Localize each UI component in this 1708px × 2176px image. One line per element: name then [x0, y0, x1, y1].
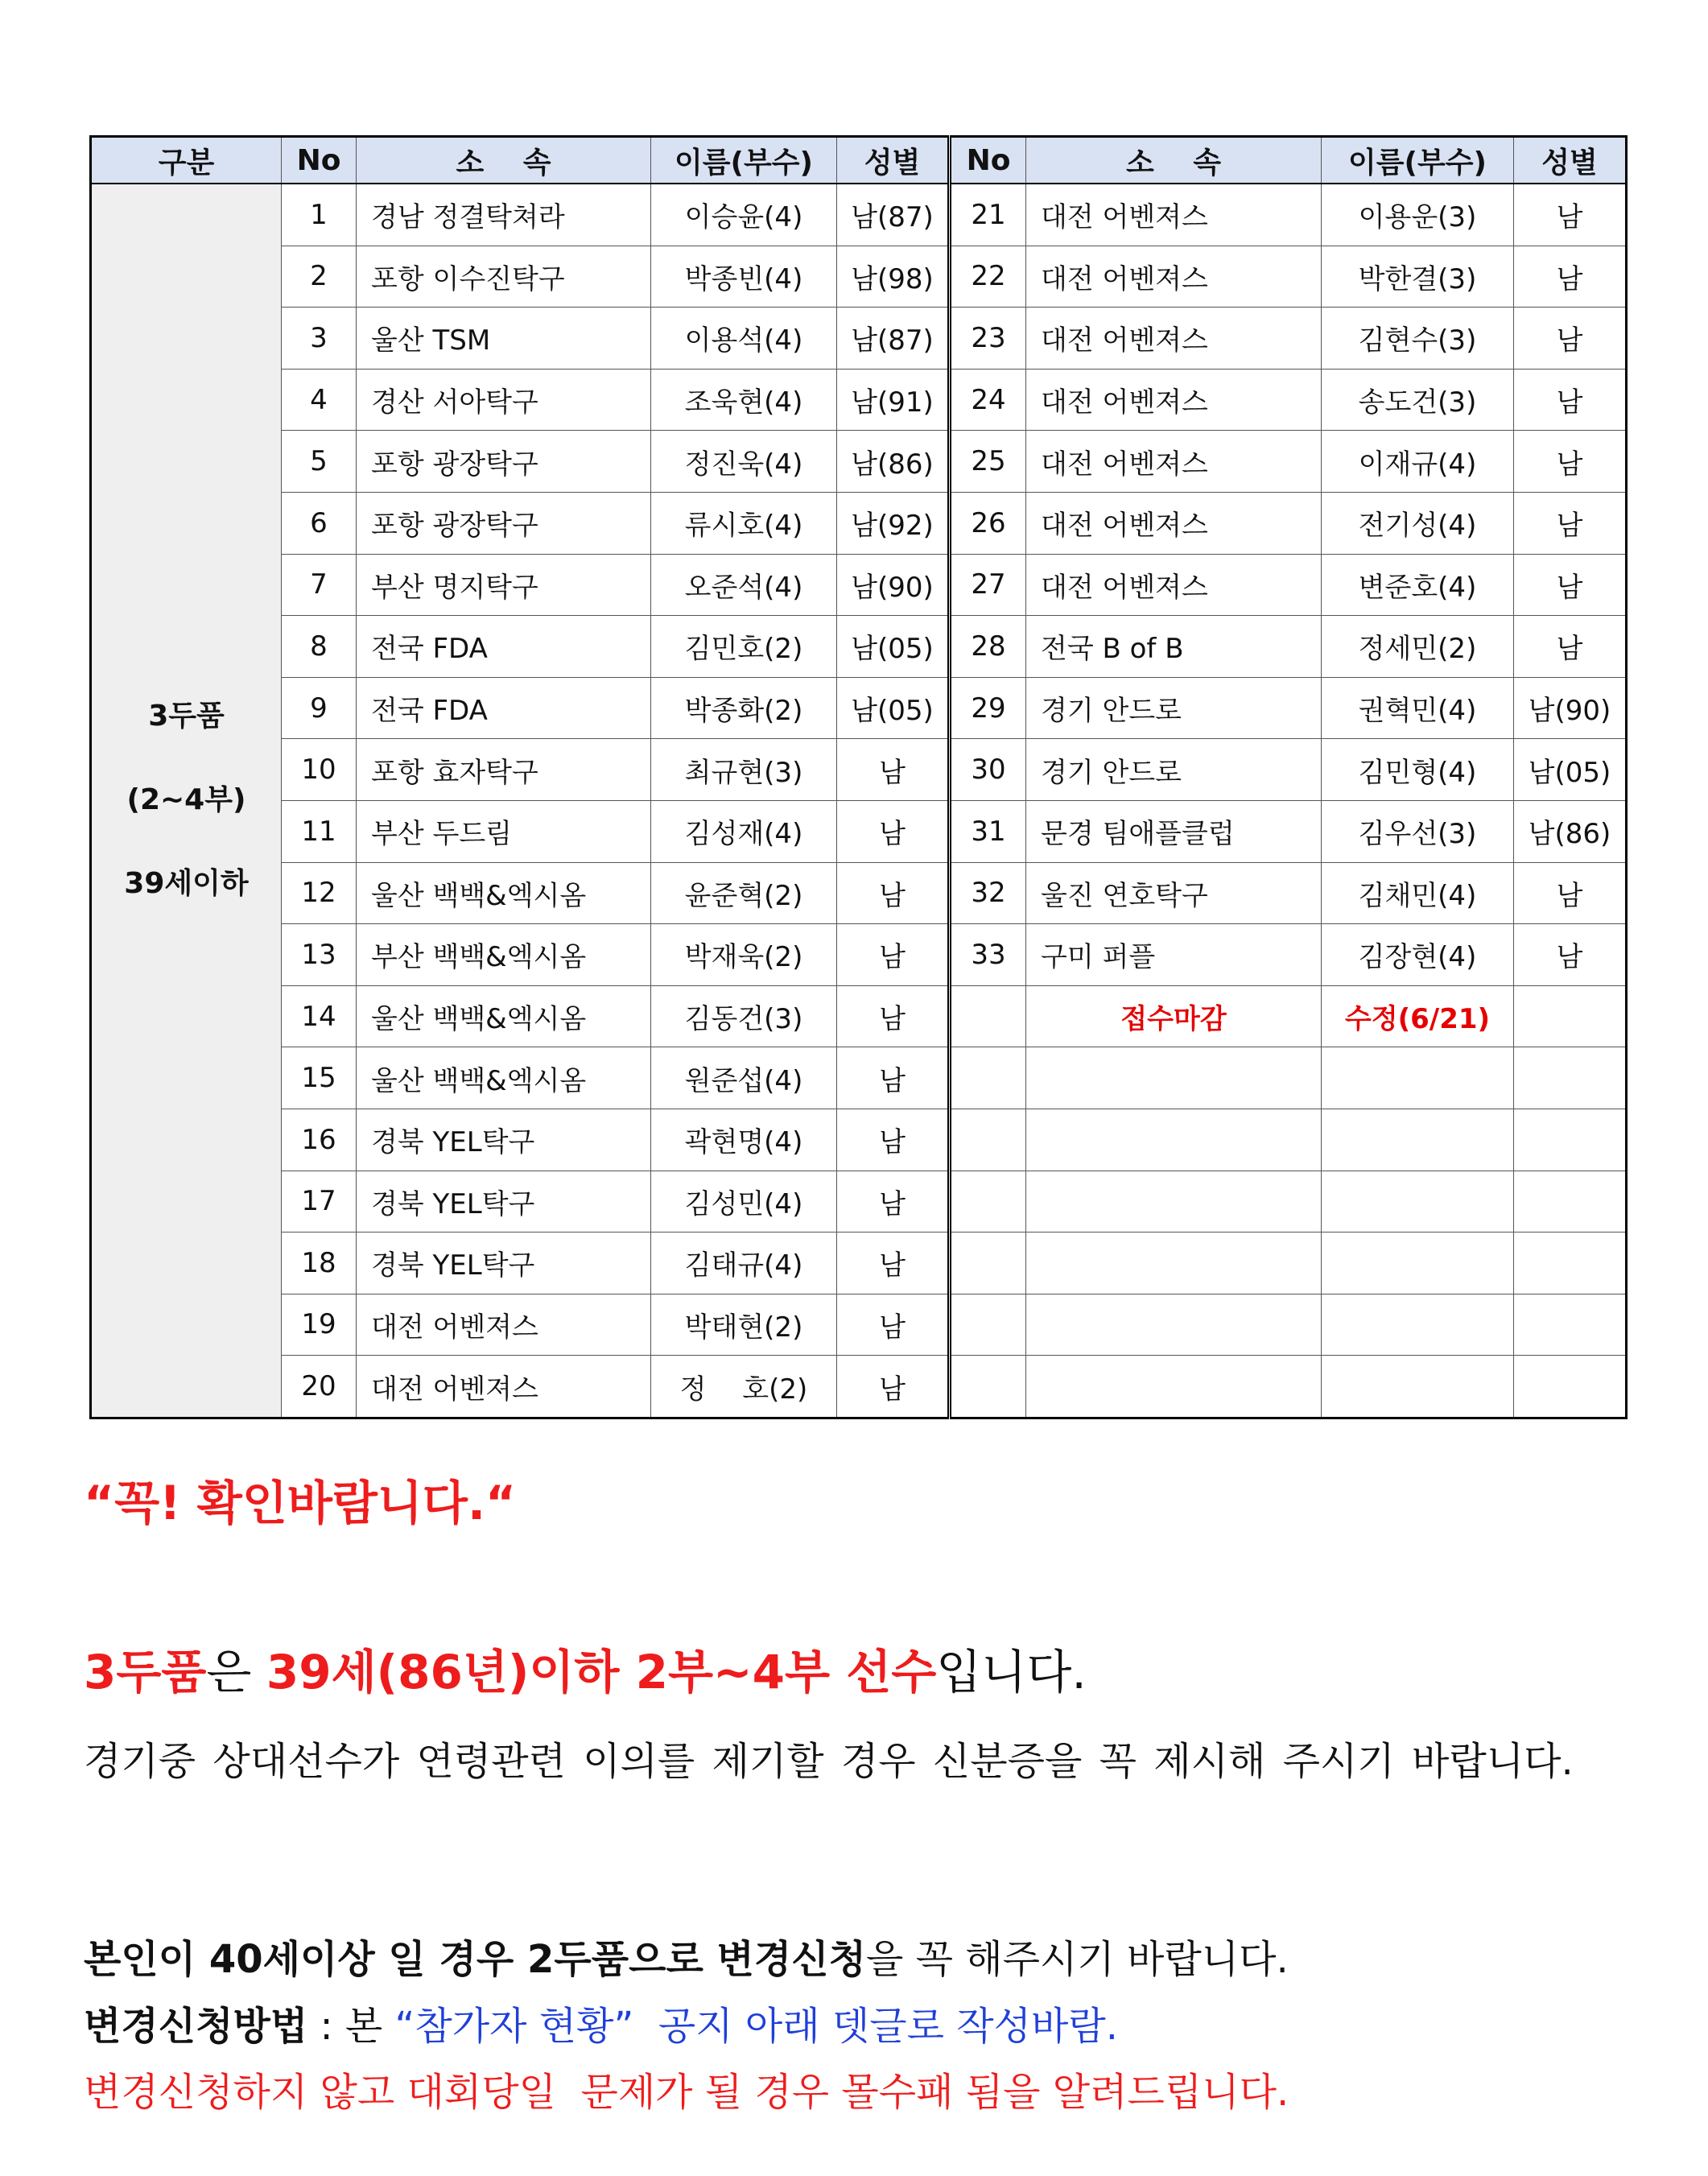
row-name: 이용석(4)	[651, 308, 837, 370]
row-affiliation-right: 대전 어벤져스	[1026, 184, 1322, 246]
row-gender: 남(90)	[837, 554, 950, 616]
row-no: 9	[282, 677, 357, 739]
closing-status: 접수마감	[1026, 985, 1322, 1047]
row-affiliation: 전국 FDA	[357, 677, 651, 739]
row-affiliation-right: 문경 팀애플클럽	[1026, 800, 1322, 862]
row-gender: 남(98)	[837, 246, 950, 308]
notice-method	[84, 1995, 1118, 2050]
row-gender: 남(87)	[837, 308, 950, 370]
header-gender: 성별	[837, 137, 950, 184]
row-name: 원준섭(4)	[651, 1047, 837, 1109]
row-no-right: 28	[950, 616, 1026, 678]
table-row	[91, 677, 1627, 739]
row-gender-right: 남	[1514, 431, 1627, 493]
row-gender-right: 남	[1514, 246, 1627, 308]
row-gender: 남	[837, 1047, 950, 1109]
row-no-right: 31	[950, 800, 1026, 862]
table-row	[91, 985, 1627, 1047]
row-no: 20	[282, 1356, 357, 1418]
empty-name-right	[1322, 1294, 1514, 1356]
table-row	[91, 1109, 1627, 1171]
row-name: 박종화(2)	[651, 677, 837, 739]
row-no: 3	[282, 308, 357, 370]
row-gender-right: 남(90)	[1514, 677, 1627, 739]
empty-affiliation-right	[1026, 1233, 1322, 1294]
row-name: 윤준혁(2)	[651, 862, 837, 924]
table-row	[91, 616, 1627, 678]
row-name: 김성민(4)	[651, 1171, 837, 1233]
table-row	[91, 862, 1627, 924]
notice-method-instruction: “참가자 현황” 공지 아래 뎃글로 작성바람.	[394, 2004, 1118, 2049]
row-name-right: 권혁민(4)	[1322, 677, 1514, 739]
empty-gender-right	[1514, 1356, 1627, 1418]
row-gender: 남	[837, 1356, 950, 1418]
notice-check: “꼭! 확인바람니다.“	[84, 1476, 517, 1530]
row-name: 정 호(2)	[651, 1356, 837, 1418]
row-gender-right: 남	[1514, 184, 1627, 246]
row-no: 18	[282, 1233, 357, 1294]
roster-body	[91, 184, 1627, 1418]
table-row	[91, 431, 1627, 493]
row-gender: 남	[837, 739, 950, 801]
table-row	[91, 554, 1627, 616]
row-affiliation-right: 대전 어벤져스	[1026, 246, 1322, 308]
row-no-right: 32	[950, 862, 1026, 924]
row-name-right: 김현수(3)	[1322, 308, 1514, 370]
row-name: 최규현(3)	[651, 739, 837, 801]
row-name: 김성재(4)	[651, 800, 837, 862]
row-gender: 남(87)	[837, 184, 950, 246]
row-affiliation: 대전 어벤져스	[357, 1356, 651, 1418]
row-no-right: 27	[950, 554, 1026, 616]
notice-age: 경기중 상대선수가 연령관련 이의를 제기할 경우 신분증을 꼭 제시해 주시기 바랍니다.	[84, 1739, 1574, 1784]
closing-revised: 수정(6/21)	[1322, 985, 1514, 1047]
table-row	[91, 1047, 1627, 1109]
empty-no-right	[950, 1047, 1026, 1109]
row-no-right: 29	[950, 677, 1026, 739]
row-gender-right: 남	[1514, 308, 1627, 370]
row-gender: 남(92)	[837, 492, 950, 554]
empty-name-right	[1322, 1109, 1514, 1171]
category-cell	[91, 184, 282, 1418]
notice-main	[84, 1634, 1087, 1702]
row-gender: 남	[837, 1109, 950, 1171]
table-row	[91, 1294, 1627, 1356]
header-name-right: 이름(부수)	[1322, 137, 1514, 184]
row-no: 17	[282, 1171, 357, 1233]
row-no: 12	[282, 862, 357, 924]
row-no-right: 26	[950, 492, 1026, 554]
row-affiliation: 포항 광장탁구	[357, 431, 651, 493]
row-no: 10	[282, 739, 357, 801]
row-affiliation: 포항 이수진탁구	[357, 246, 651, 308]
header-name: 이름(부수)	[651, 137, 837, 184]
row-no: 15	[282, 1047, 357, 1109]
row-affiliation-right: 경기 안드로	[1026, 677, 1322, 739]
row-no-right: 33	[950, 924, 1026, 986]
table-row	[91, 800, 1627, 862]
row-affiliation: 경북 YEL탁구	[357, 1109, 651, 1171]
row-gender: 남	[837, 1171, 950, 1233]
notice-change-bold: 본인이 40세이상 일 경우 2두품으로 변경신청	[84, 1937, 867, 1982]
row-affiliation: 경남 정결탁쳐라	[357, 184, 651, 246]
row-no: 16	[282, 1109, 357, 1171]
row-name-right: 정세민(2)	[1322, 616, 1514, 678]
row-gender: 남(05)	[837, 616, 950, 678]
row-name: 박종빈(4)	[651, 246, 837, 308]
row-no-right: 24	[950, 369, 1026, 431]
header-row	[91, 137, 1627, 184]
row-gender: 남(86)	[837, 431, 950, 493]
table-row	[91, 1356, 1627, 1418]
row-name: 류시호(4)	[651, 492, 837, 554]
row-name: 박태현(2)	[651, 1294, 837, 1356]
empty-name-right	[1322, 1171, 1514, 1233]
row-name: 김태규(4)	[651, 1233, 837, 1294]
row-affiliation: 울산 백백&엑시옴	[357, 985, 651, 1047]
row-gender: 남	[837, 800, 950, 862]
empty-no-right	[950, 1171, 1026, 1233]
row-affiliation: 포항 광장탁구	[357, 492, 651, 554]
row-affiliation-right: 대전 어벤져스	[1026, 431, 1322, 493]
row-gender: 남	[837, 862, 950, 924]
header-no: No	[282, 137, 357, 184]
empty-gender-right	[1514, 1171, 1627, 1233]
empty-gender-right	[1514, 1294, 1627, 1356]
row-no: 19	[282, 1294, 357, 1356]
row-affiliation: 울산 TSM	[357, 308, 651, 370]
empty-no-right	[950, 1233, 1026, 1294]
header-no-right: No	[950, 137, 1026, 184]
table-row	[91, 184, 1627, 246]
row-affiliation: 울산 백백&엑시옴	[357, 1047, 651, 1109]
empty-gender-right	[1514, 985, 1627, 1047]
row-no: 14	[282, 985, 357, 1047]
header-gender-right: 성별	[1514, 137, 1627, 184]
notice-warning: 변경신청하지 않고 대회당일 문제가 될 경우 몰수패 됨을 알려드립니다.	[84, 2070, 1289, 2115]
row-gender: 남	[837, 1233, 950, 1294]
empty-affiliation-right	[1026, 1171, 1322, 1233]
empty-gender-right	[1514, 1047, 1627, 1109]
row-name: 김동건(3)	[651, 985, 837, 1047]
row-no-right: 30	[950, 739, 1026, 801]
notice-change-text: 을 꼭 해주시기 바랍니다.	[866, 1937, 1289, 1982]
row-affiliation: 부산 백백&엑시옴	[357, 924, 651, 986]
row-no: 4	[282, 369, 357, 431]
row-name: 오준석(4)	[651, 554, 837, 616]
row-affiliation-right: 대전 어벤져스	[1026, 492, 1322, 554]
row-no: 6	[282, 492, 357, 554]
empty-affiliation-right	[1026, 1047, 1322, 1109]
header-affiliation: 소 속	[357, 137, 651, 184]
row-no: 11	[282, 800, 357, 862]
row-affiliation: 경북 YEL탁구	[357, 1171, 651, 1233]
row-name-right: 김채민(4)	[1322, 862, 1514, 924]
row-name: 김민호(2)	[651, 616, 837, 678]
row-name-right: 이용운(3)	[1322, 184, 1514, 246]
row-no: 2	[282, 246, 357, 308]
row-gender-right: 남	[1514, 924, 1627, 986]
row-gender-right: 남(05)	[1514, 739, 1627, 801]
row-no: 8	[282, 616, 357, 678]
row-no-right: 22	[950, 246, 1026, 308]
header-category: 구분	[91, 137, 282, 184]
row-name-right: 변준호(4)	[1322, 554, 1514, 616]
row-no: 7	[282, 554, 357, 616]
table-row	[91, 308, 1627, 370]
empty-affiliation-right	[1026, 1109, 1322, 1171]
row-name: 이승윤(4)	[651, 184, 837, 246]
row-name-right: 김장현(4)	[1322, 924, 1514, 986]
table-row	[91, 924, 1627, 986]
empty-affiliation-right	[1026, 1356, 1322, 1418]
table-row	[91, 369, 1627, 431]
row-gender-right: 남	[1514, 616, 1627, 678]
header-affiliation-right: 소 속	[1026, 137, 1322, 184]
row-affiliation-right: 대전 어벤져스	[1026, 308, 1322, 370]
row-affiliation: 경산 서아탁구	[357, 369, 651, 431]
row-gender-right: 남(86)	[1514, 800, 1627, 862]
row-name-right: 김민형(4)	[1322, 739, 1514, 801]
table-row	[91, 1171, 1627, 1233]
table-row	[91, 492, 1627, 554]
empty-affiliation-right	[1026, 1294, 1322, 1356]
row-affiliation-right: 전국 B of B	[1026, 616, 1322, 678]
category-line2: (2~4부)	[126, 783, 246, 817]
row-name: 정진욱(4)	[651, 431, 837, 493]
notice-main-condition: 39세(86년)이하 2부~4부 선수	[266, 1645, 937, 1699]
row-gender: 남	[837, 985, 950, 1047]
row-name-right: 이재규(4)	[1322, 431, 1514, 493]
row-name-right: 김우선(3)	[1322, 800, 1514, 862]
notice-main-text2: 입니다.	[936, 1645, 1087, 1699]
notice-method-colon: : 본	[307, 2004, 395, 2049]
row-gender: 남	[837, 1294, 950, 1356]
empty-no-right	[950, 1294, 1026, 1356]
empty-no-right	[950, 1109, 1026, 1171]
empty-gender-right	[1514, 1233, 1627, 1294]
row-name-right: 전기성(4)	[1322, 492, 1514, 554]
table-row	[91, 739, 1627, 801]
row-no-right: 23	[950, 308, 1026, 370]
row-gender-right: 남	[1514, 369, 1627, 431]
row-affiliation: 포항 효자탁구	[357, 739, 651, 801]
row-affiliation-right: 울진 연호탁구	[1026, 862, 1322, 924]
row-gender-right: 남	[1514, 554, 1627, 616]
empty-no-right	[950, 985, 1026, 1047]
table-row	[91, 1233, 1627, 1294]
row-affiliation-right: 대전 어벤져스	[1026, 369, 1322, 431]
notice-main-grade: 3두품	[84, 1645, 207, 1699]
row-name-right: 송도건(3)	[1322, 369, 1514, 431]
notice-method-label: 변경신청방법	[84, 2004, 308, 2049]
row-name: 조욱현(4)	[651, 369, 837, 431]
empty-name-right	[1322, 1233, 1514, 1294]
category-line3: 39세이하	[124, 867, 249, 901]
row-affiliation: 전국 FDA	[357, 616, 651, 678]
row-affiliation-right: 경기 안드로	[1026, 739, 1322, 801]
row-name: 곽현명(4)	[651, 1109, 837, 1171]
roster-table	[89, 135, 1628, 1419]
row-affiliation: 대전 어벤져스	[357, 1294, 651, 1356]
row-no: 1	[282, 184, 357, 246]
row-no-right: 25	[950, 431, 1026, 493]
row-no: 5	[282, 431, 357, 493]
row-affiliation-right: 대전 어벤져스	[1026, 554, 1322, 616]
empty-name-right	[1322, 1047, 1514, 1109]
empty-gender-right	[1514, 1109, 1627, 1171]
row-gender: 남(91)	[837, 369, 950, 431]
row-affiliation: 경북 YEL탁구	[357, 1233, 651, 1294]
row-gender-right: 남	[1514, 862, 1627, 924]
row-affiliation: 부산 두드림	[357, 800, 651, 862]
category-line1: 3두품	[148, 700, 225, 733]
row-name: 박재욱(2)	[651, 924, 837, 986]
row-gender-right: 남	[1514, 492, 1627, 554]
row-affiliation-right: 구미 퍼플	[1026, 924, 1322, 986]
row-gender: 남(05)	[837, 677, 950, 739]
row-no-right: 21	[950, 184, 1026, 246]
row-gender: 남	[837, 924, 950, 986]
table-row	[91, 246, 1627, 308]
empty-no-right	[950, 1356, 1026, 1418]
notice-main-text1: 은	[206, 1645, 266, 1699]
notice-change	[84, 1928, 1289, 1984]
empty-name-right	[1322, 1356, 1514, 1418]
row-name-right: 박한결(3)	[1322, 246, 1514, 308]
row-affiliation: 부산 명지탁구	[357, 554, 651, 616]
row-no: 13	[282, 924, 357, 986]
row-affiliation: 울산 백백&엑시옴	[357, 862, 651, 924]
